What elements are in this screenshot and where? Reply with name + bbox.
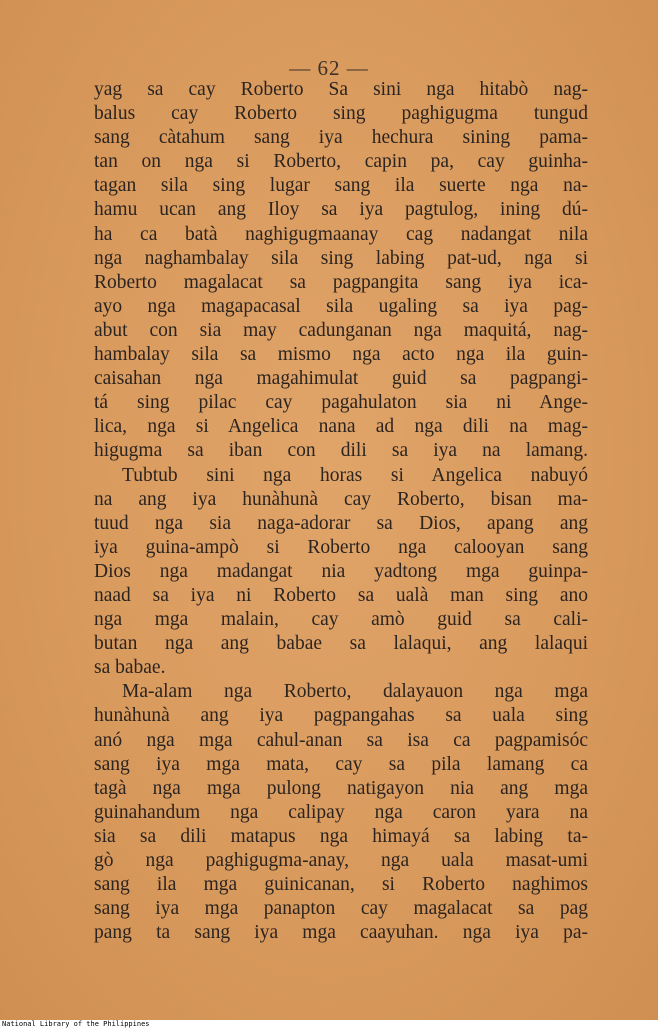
page-number: — 62 —: [289, 56, 369, 80]
text-line: nga mga malain, cay amò guid sa cali-: [94, 609, 588, 631]
library-footer: National Library of the Philippines: [2, 1020, 150, 1028]
text-line: butan nga ang babae sa lalaqui, ang lalaqui: [94, 633, 588, 655]
page-text: [94, 78, 588, 945]
text-line: hunàhunà ang iya pagpangahas sa uala sing: [94, 705, 588, 727]
text-line: balus cay Roberto sing paghigugma tungud: [94, 103, 588, 125]
text-line: guinahandum nga calipay nga caron yara na: [94, 801, 588, 823]
paragraph-first-line: Ma-alam nga Roberto, dalayauon nga mga: [122, 681, 588, 703]
text-line: sia sa dili matapus nga himayá sa labing ta-: [94, 825, 588, 847]
text-line: Roberto magalacat sa pagpangita sang iya ica-: [94, 271, 588, 293]
text-line: Dios nga madangat nia yadtong mga guinpa-: [94, 560, 588, 582]
text-line: tagan sila sing lugar sang ila suerte nga na-: [94, 175, 588, 197]
text-line: yag sa cay Roberto Sa sini nga hitabò nag-: [94, 79, 588, 100]
text-line: sang càtahum sang iya hechura sining pama-: [94, 127, 588, 149]
text-line: abut con sia may cadunganan nga maquitá, nag-: [94, 319, 588, 341]
text-line: pang ta sang iya mga caayuhan. nga iya pa-: [94, 922, 588, 944]
text-line: ayo nga magapacasal sila ugaling sa iya pag-: [94, 295, 588, 317]
text-line: sang iya mga mata, cay sa pila lamang ca: [94, 753, 588, 775]
paragraph-last-line: sa babae.: [94, 657, 166, 679]
text-line: iya guina-ampò si Roberto nga calooyan sang: [94, 536, 588, 558]
text-line: caisahan nga magahimulat guid sa pagpangi-: [94, 368, 588, 390]
text-line: anó nga mga cahul-anan sa isa ca pagpamisóc: [94, 729, 588, 751]
text-line: tá sing pilac cay pagahulaton sia ni Ange-: [94, 392, 588, 414]
text-line: na ang iya hunàhunà cay Roberto, bisan ma-: [94, 488, 588, 510]
text-line: tuud nga sia naga-adorar sa Dios, apang ang: [94, 512, 588, 534]
text-line: lica, nga si Angelica nana ad nga dili na mag-: [94, 416, 588, 438]
text-line: sang ila mga guinicanan, si Roberto naghimos: [94, 874, 588, 896]
text-line: higugma sa iban con dili sa iya na lamang.: [94, 440, 588, 462]
text-line: sang iya mga panapton cay magalacat sa pag: [94, 898, 588, 920]
paragraph-first-line: Tubtub sini nga horas si Angelica nabuyó: [122, 464, 588, 486]
text-line: naad sa iya ni Roberto sa ualà man sing ano: [94, 584, 588, 606]
text-line: hamu ucan ang Iloy sa iya pagtulog, ining dú-: [94, 199, 588, 221]
text-line: tan on nga si Roberto, capin pa, cay guinha-: [94, 151, 588, 173]
text-line: gò nga paghigugma-anay, nga uala masat-umi: [94, 850, 588, 871]
text-line: ha ca batà naghigugmaanay cag nadangat nila: [94, 223, 588, 245]
text-line: hambalay sila sa mismo nga acto nga ila guin-: [94, 344, 588, 366]
text-line: tagà nga mga pulong natigayon nia ang mga: [94, 777, 588, 799]
text-line: nga naghambalay sila sing labing pat-ud, nga si: [94, 247, 588, 269]
